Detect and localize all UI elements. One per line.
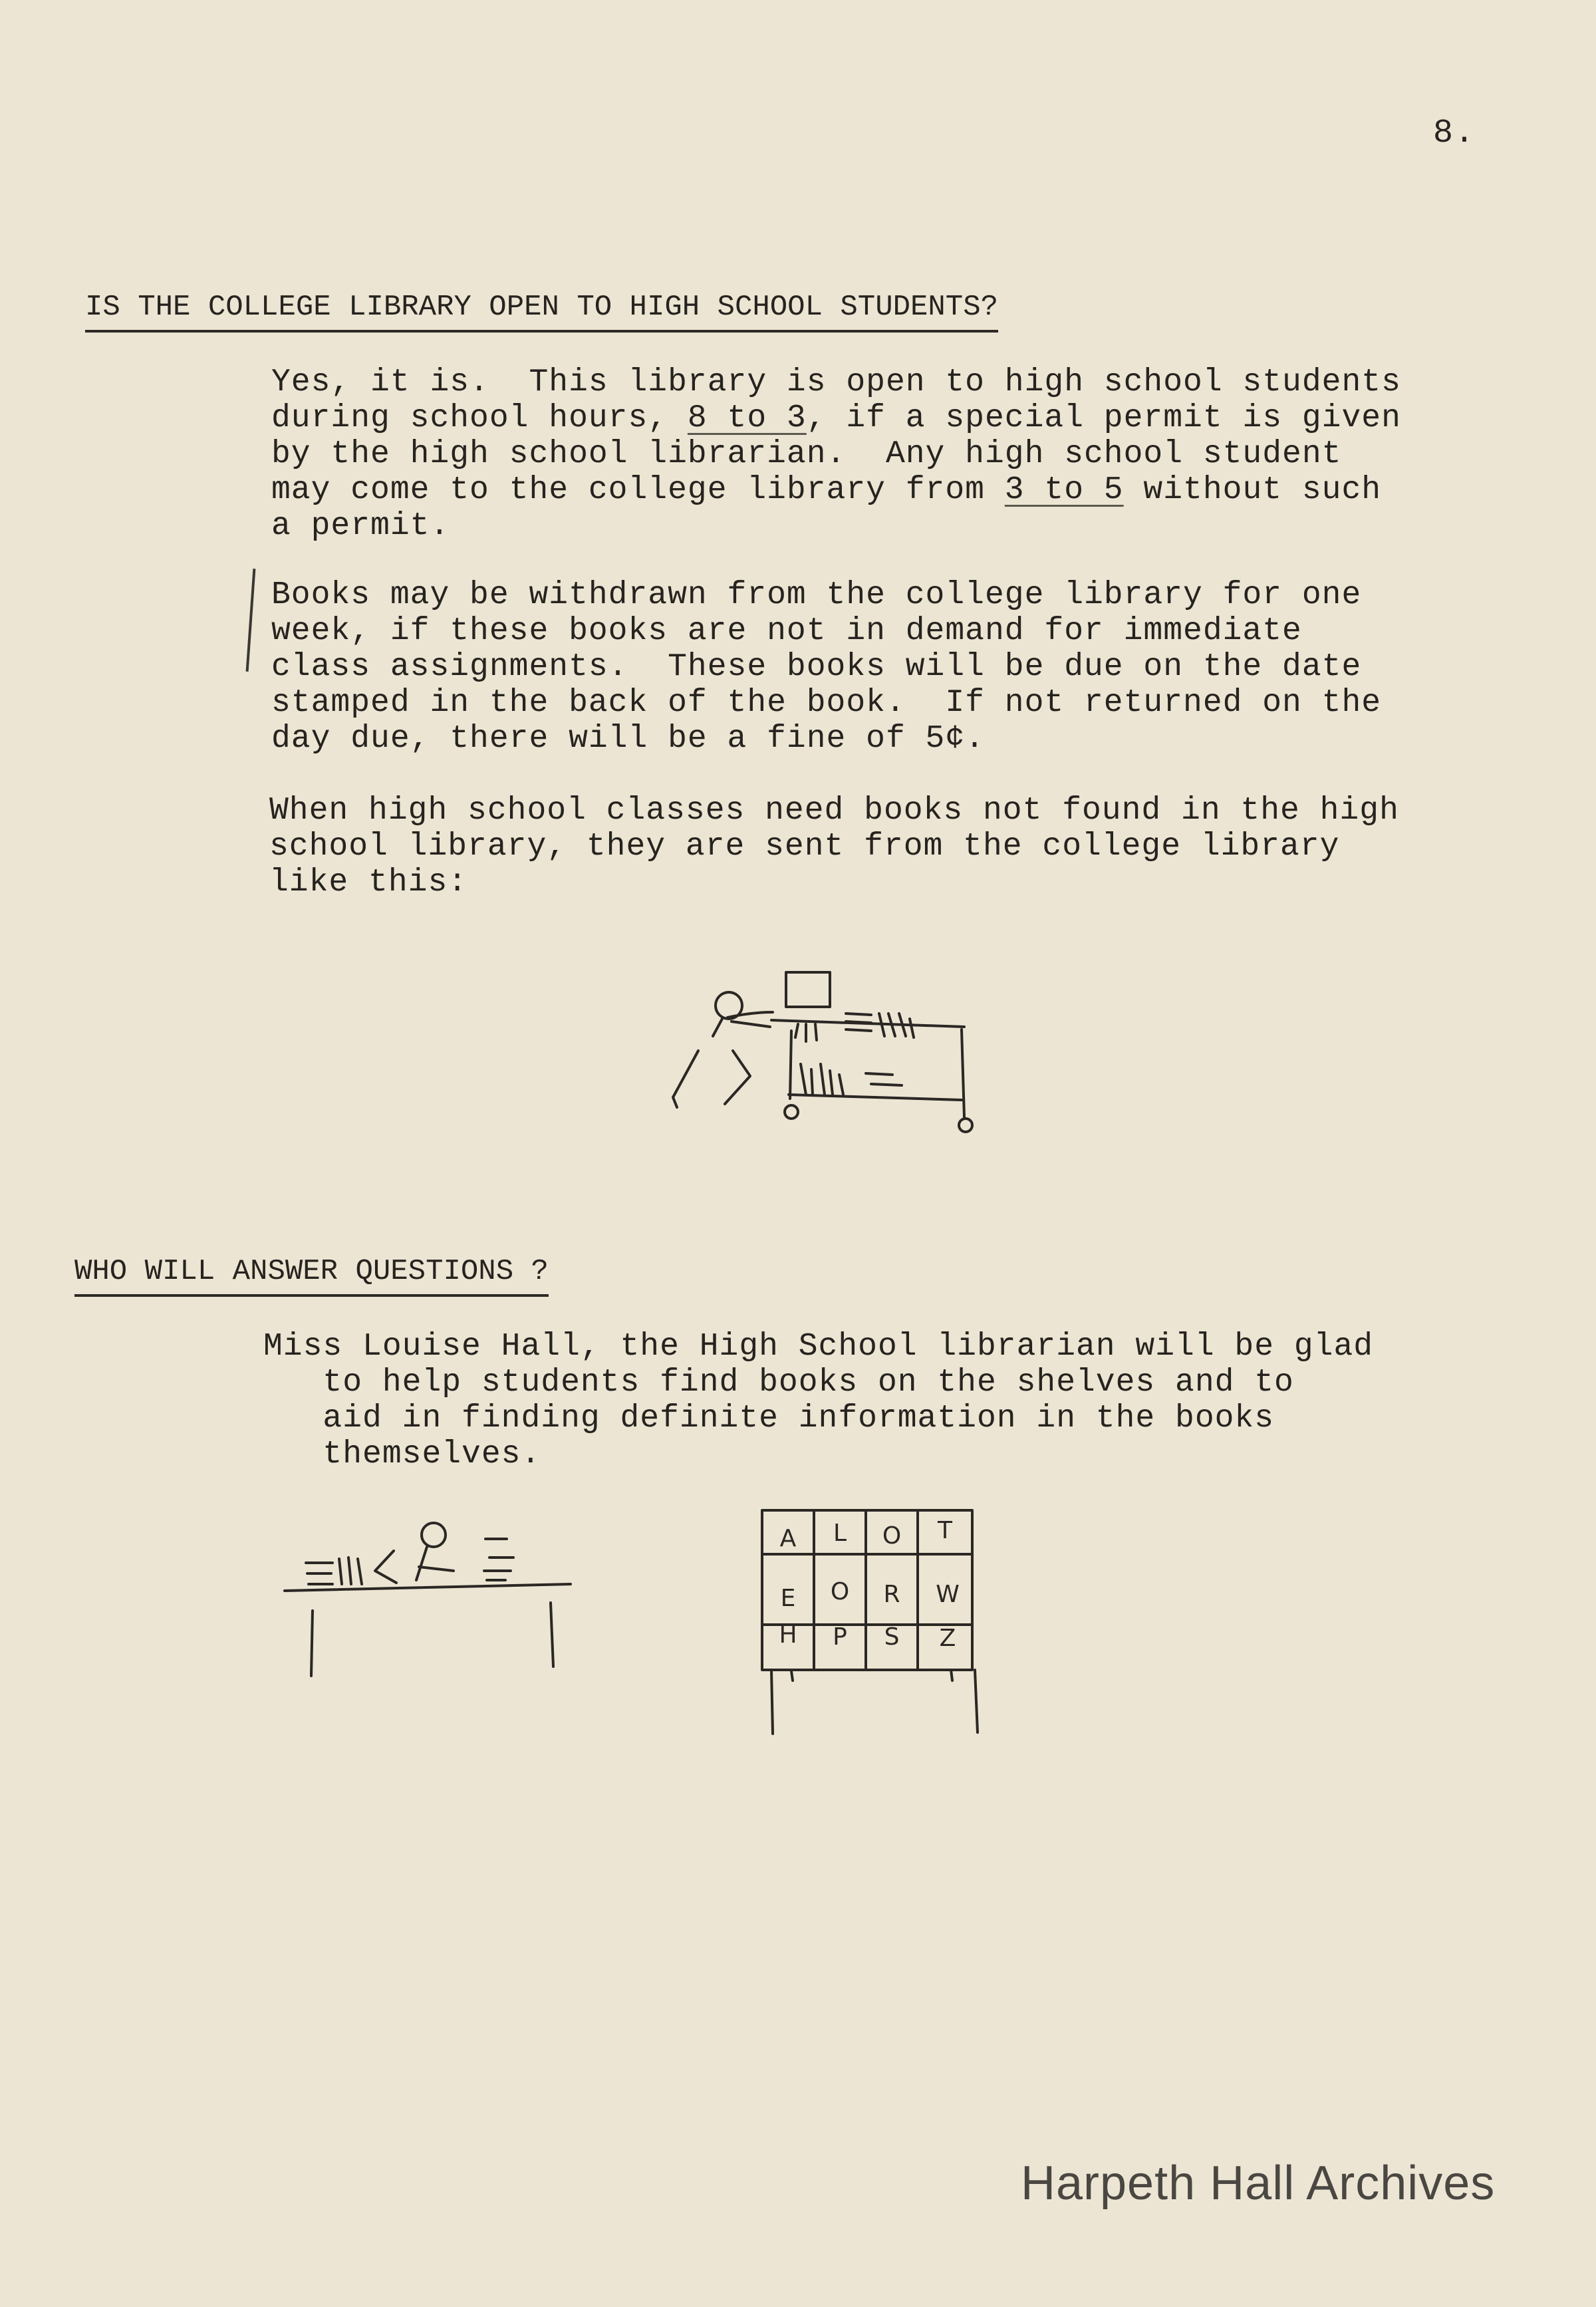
catalog-drawer-label: H <box>779 1621 797 1649</box>
catalog-drawer-label: P <box>833 1623 847 1651</box>
text-line: , if a special permit is given <box>806 400 1401 436</box>
librarian-desk-sketch <box>279 1510 585 1683</box>
text-line: without such <box>1123 472 1382 508</box>
catalog-drawer-label: E <box>780 1585 796 1612</box>
text-line: may come to the college library from <box>271 472 1005 508</box>
hours-underlined: 8 to 3 <box>687 400 807 436</box>
catalog-drawer-label: S <box>884 1623 900 1651</box>
text-line: by the high school librarian. Any high school student <box>271 436 1342 472</box>
card-catalog-sketch <box>758 1506 991 1742</box>
book-cart-sketch <box>658 958 991 1137</box>
catalog-drawer-label: R <box>883 1581 900 1608</box>
text-line: Miss Louise Hall, the High School librarian will be glad <box>263 1329 1374 1365</box>
catalog-drawer-label: O <box>830 1578 850 1605</box>
catalog-drawer-label: Z <box>939 1625 956 1652</box>
text-line: week, if these books are not in demand for immediate <box>271 613 1302 649</box>
text-line: during school hours, <box>271 400 688 436</box>
text-line: stamped in the back of the book. If not returned on the <box>271 685 1382 721</box>
afternoon-hours-underlined: 3 to 5 <box>1004 472 1124 508</box>
paragraph-withdrawal-rules <box>271 577 1381 757</box>
archive-watermark: Harpeth Hall Archives <box>1021 2157 1496 2210</box>
text-line: day due, there will be a fine of 5¢. <box>271 721 985 757</box>
paragraph-librarian-help <box>263 1329 1373 1472</box>
section-heading-questions: WHO WILL ANSWER QUESTIONS ? <box>74 1257 549 1297</box>
catalog-drawer-label: W <box>936 1581 960 1608</box>
section-heading-college-library: IS THE COLLEGE LIBRARY OPEN TO HIGH SCHOOL STUDENTS? <box>85 293 998 333</box>
text-line: Yes, it is. This library is open to high school students <box>271 364 1401 400</box>
catalog-drawer-label: L <box>833 1520 847 1547</box>
text-line: Books may be withdrawn from the college library for one <box>271 577 1362 613</box>
text-line: aid in finding definite information in the books <box>263 1401 1275 1436</box>
text-line: When high school classes need books not found in the high <box>269 793 1399 829</box>
text-line: like this: <box>269 865 468 900</box>
text-line: school library, they are sent from the college library <box>269 829 1340 865</box>
catalog-drawer-label: O <box>882 1522 902 1550</box>
page-number: 8. <box>1433 114 1476 152</box>
text-line: to help students find books on the shelves and to <box>263 1365 1294 1401</box>
paragraph-library-hours <box>271 364 1401 544</box>
text-line: a permit. <box>271 508 450 544</box>
catalog-drawer-label: T <box>938 1517 952 1544</box>
handwritten-margin-mark <box>246 569 256 672</box>
text-line: class assignments. These books will be due on the date <box>271 649 1362 685</box>
text-line: themselves. <box>263 1436 541 1472</box>
catalog-drawer-label: A <box>779 1525 797 1552</box>
paragraph-book-delivery <box>269 793 1399 900</box>
